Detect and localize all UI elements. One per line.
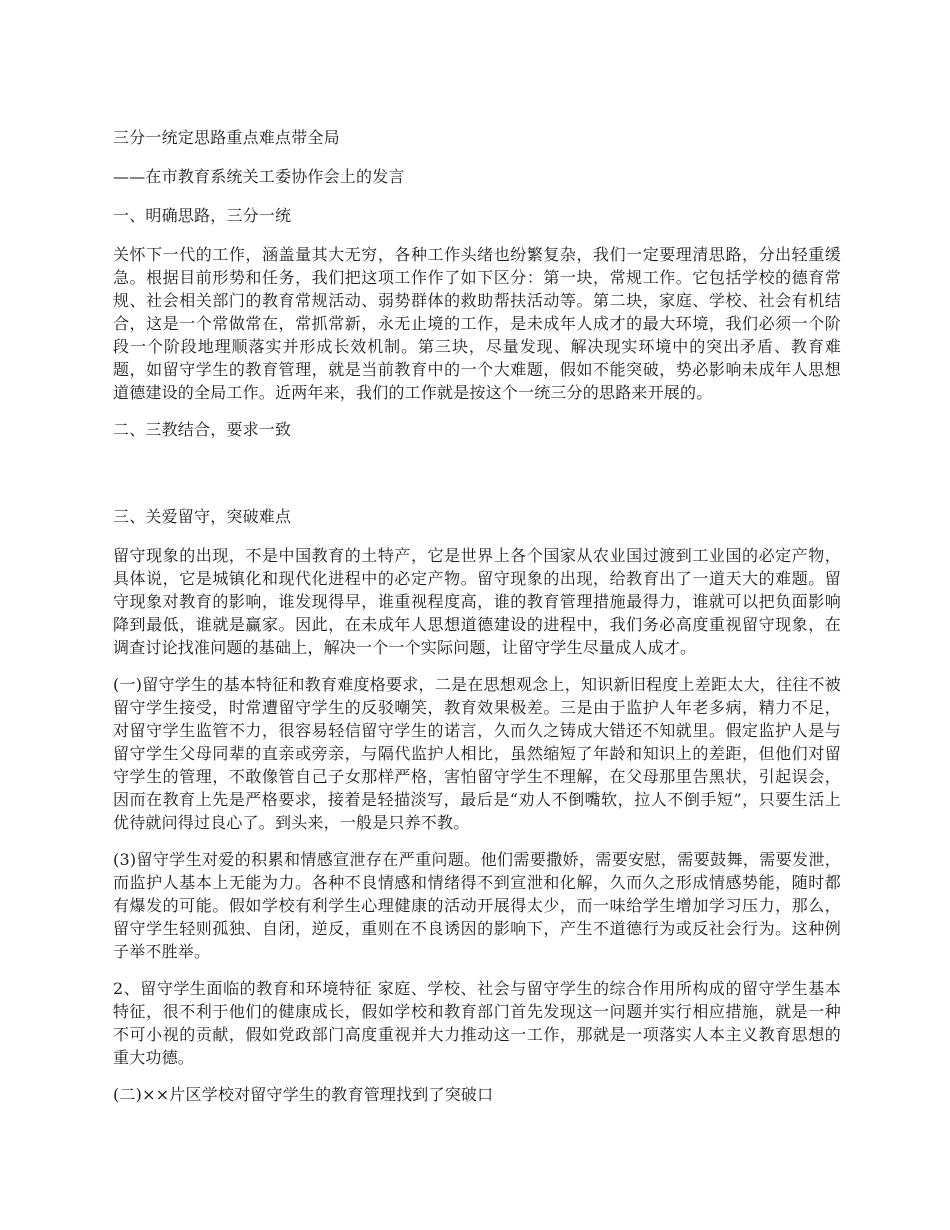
- section-2-heading: 二、三教结合，要求一致: [113, 420, 292, 439]
- paragraph-a: (一)留守学生的基本特征和教育难度格要求，二是在思想观念上，知识新旧程度上差距太大，往往不被留守学生接受，时常遭留守学生的反驳嘲笑，教育效果极差。三是由于监护人年老多病，精力不足，对留守学生监管不力，很容易轻信留守学生的诺言，久而久之铸成大错还不知就里。假定监护人是与留守学生父母同辈的直亲或旁亲，与隔代监护人相比，虽然缩短了年龄和知识上的差距，但他们对留守学生的管理，不敢像管自己子女那样严格，害怕留守学生不理解，在父母那里告黑状，引起误会，因而在教育上先是严格要求，接着是轻描淡写，最后是“劝人不倒嘴软，拉人不倒手短”，只要生活上优待就问得过良心了。到头来，一般是只养不教。: [113, 675, 841, 832]
- section-1-body: 关怀下一代的工作，涵盖量其大无穷，各种工作头绪也纷繁复杂，我们一定要理清思路，分出轻重缓急。根据目前形势和任务，我们把这项工作作了如下区分：第一块，常规工作。它包括学校的德育常规、社会相关部门的教育常规活动、弱势群体的救助帮扶活动等。第二块，家庭、学校、社会有机结合，这是一个常做常在，常抓常新，永无止境的工作，是未成年人成才的最大环境，我们必须一个阶段一个阶段地理顺落实并形成长效机制。第三块，尽量发现、解决现实环境中的突出矛盾、教育难题，如留守学生的教育管理，就是当前教育中的一个大难题，假如不能突破，势必影响未成年人思想道德建设的全局工作。近两年来，我们的工作就是按这个一统三分的思路来开展的。: [113, 245, 841, 402]
- document-page: [113, 126, 841, 1122]
- document-subtitle: ——在市教育系统关工委协作会上的发言: [113, 167, 405, 186]
- paragraph-b: (3)留守学生对爱的积累和情感宣泄存在严重问题。他们需要撒娇，需要安慰，需要鼓舞，需要发泄，而监护人基本上无能为力。各种不良情感和情绪得不到宣泄和化解，久而久之形成情感势能，随时都有爆发的可能。假如学校有利学生心理健康的活动开展得太少，而一味给学生增加学习压力，那么，留守学生轻则孤独、自闭，逆反，重则在不良诱因的影响下，产生不道德行为或反社会行为。这种例子举不胜举。: [113, 850, 841, 961]
- document-title: 三分一统定思路重点难点带全局: [113, 128, 340, 147]
- blank-gap: [113, 457, 841, 505]
- section-3-body: 留守现象的出现，不是中国教育的土特产，它是世界上各个国家从农业国过渡到工业国的必定产物，具体说，它是城镇化和现代化进程中的必定产物。留守现象的出现，给教育出了一道天大的难题。留守现象对教育的影响，谁发现得早，谁重视程度高，谁的教育管理措施最得力，谁就可以把负面影响降到最低，谁就是赢家。因此，在未成年人思想道德建设的进程中，我们务必高度重视留守现象，在调查讨论找准问题的基础上，解决一个一个实际问题，让留守学生尽量成人成才。: [113, 546, 841, 657]
- paragraph-c: 2、留守学生面临的教育和环境特征 家庭、学校、社会与留守学生的综合作用所构成的留守学生基本特征，很不利于他们的健康成长，假如学校和教育部门首先发现这一问题并实行相应措施，就是一种不可小视的贡献，假如党政部门高度重视并大力推动这一工作，那就是一项落实人本主义教育思想的重大功德。: [113, 979, 841, 1067]
- section-3-heading: 三、关爱留守，突破难点: [113, 507, 292, 526]
- section-1-heading: 一、明确思路，三分一统: [113, 206, 292, 225]
- paragraph-d: (二)××片区学校对留守学生的教育管理找到了突破口: [113, 1085, 494, 1104]
